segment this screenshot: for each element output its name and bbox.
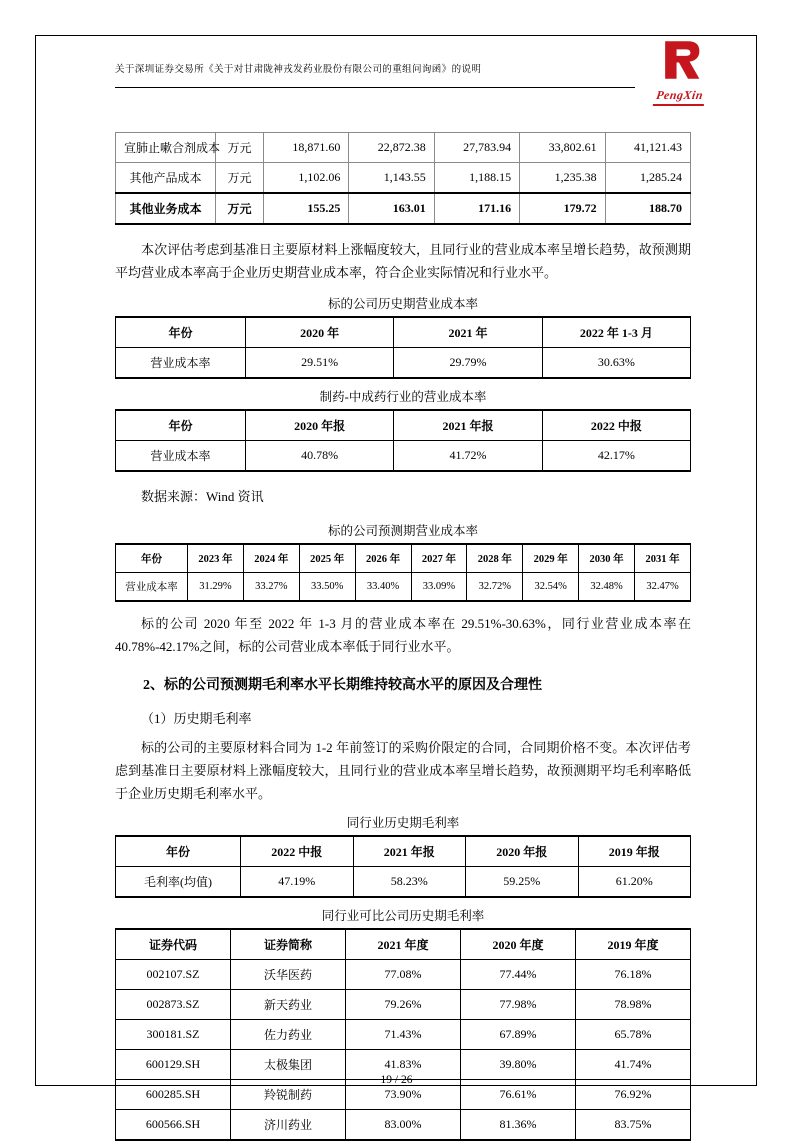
table-cell: 40.78% — [246, 441, 394, 472]
column-header: 2024 年 — [243, 544, 299, 573]
table-cell: 27,783.94 — [434, 133, 519, 163]
table-caption-comparable-margin: 同行业可比公司历史期毛利率 — [321, 909, 485, 923]
column-header: 年份 — [116, 544, 188, 573]
table-cell: 58.23% — [353, 867, 466, 898]
table-row — [116, 573, 691, 602]
table-cell: 1,285.24 — [605, 163, 690, 194]
column-header: 2022 年 1-3 月 — [542, 317, 690, 348]
table-cell: 宣肺止嗽合剂成本 — [116, 133, 216, 163]
table-row — [116, 990, 691, 1020]
column-header: 2022 中报 — [241, 836, 354, 867]
table-cell: 18,871.60 — [264, 133, 349, 163]
table-cell: 33,802.61 — [520, 133, 605, 163]
table-cell: 22,872.38 — [349, 133, 434, 163]
industry-cost-rate-table — [115, 409, 691, 472]
table-cell: 188.70 — [605, 193, 690, 224]
header-title: 关于深圳证券交易所《关于对甘肃陇神戎发药业股份有限公司的重组问询函》的说明 — [115, 45, 635, 88]
column-header: 2031 年 — [635, 544, 691, 573]
table-cell: 万元 — [216, 163, 264, 194]
comparable-companies-margin-table — [115, 928, 691, 1141]
table-cell: 002873.SZ — [116, 990, 231, 1020]
table-cell: 万元 — [216, 133, 264, 163]
table-caption-industry-cost-rate: 制药-中成药行业的营业成本率 — [319, 390, 487, 404]
table-row — [116, 163, 691, 194]
table-cell: 79.26% — [346, 990, 461, 1020]
table-cell: 33.40% — [355, 573, 411, 602]
table-cell: 32.72% — [467, 573, 523, 602]
table-cell: 太极集团 — [231, 1050, 346, 1080]
table-cell: 佐力药业 — [231, 1020, 346, 1050]
table-cell: 600285.SH — [116, 1080, 231, 1110]
table-cell: 41.83% — [346, 1050, 461, 1080]
column-header: 2020 年 — [246, 317, 394, 348]
paragraph-cost-rate-explanation: 本次评估考虑到基准日主要原材料上涨幅度较大，且同行业的营业成本率呈增长趋势，故预测期平均营业成本率高于企业历史期营业成本率，符合企业实际情况和行业水平。 — [115, 242, 691, 280]
table-cell: 1,235.38 — [520, 163, 605, 194]
table-cell: 83.00% — [346, 1110, 461, 1141]
table-row — [116, 193, 691, 224]
column-header: 2020 年报 — [466, 836, 579, 867]
table-cell: 76.61% — [461, 1080, 576, 1110]
table-row — [116, 1020, 691, 1050]
table-row — [116, 960, 691, 990]
page-header — [115, 45, 704, 102]
table-cell: 77.98% — [461, 990, 576, 1020]
column-header: 2025 年 — [299, 544, 355, 573]
table-cell: 新天药业 — [231, 990, 346, 1020]
table-cell: 002107.SZ — [116, 960, 231, 990]
table-cell: 300181.SZ — [116, 1020, 231, 1050]
table-cell: 47.19% — [241, 867, 354, 898]
table-header-row — [116, 929, 691, 960]
table-row — [116, 1110, 691, 1141]
table-cell: 41.74% — [576, 1050, 691, 1080]
column-header: 2019 年度 — [576, 929, 691, 960]
section-heading-2: 2、标的公司预测期毛利率水平长期维持较高水平的原因及合理性 — [143, 678, 542, 693]
column-header: 2021 年度 — [346, 929, 461, 960]
table-row — [116, 133, 691, 163]
table-cell: 77.08% — [346, 960, 461, 990]
table-cell: 73.90% — [346, 1080, 461, 1110]
table-cell: 81.36% — [461, 1110, 576, 1141]
table-cell: 30.63% — [542, 348, 690, 379]
company-logo — [643, 39, 715, 106]
table-cell: 32.54% — [523, 573, 579, 602]
table-caption-industry-margin: 同行业历史期毛利率 — [346, 816, 460, 830]
page-number: 19 / 26 — [380, 1074, 413, 1086]
table-caption-historical-cost-rate: 标的公司历史期营业成本率 — [327, 297, 478, 311]
table-cell: 其他业务成本 — [116, 193, 216, 224]
table-cell: 83.75% — [576, 1110, 691, 1141]
column-header: 2026 年 — [355, 544, 411, 573]
forecast-cost-rate-table — [115, 543, 691, 602]
table-cell: 600566.SH — [116, 1110, 231, 1141]
table-row — [116, 348, 691, 379]
table-cell: 33.09% — [411, 573, 467, 602]
table-cell: 1,188.15 — [434, 163, 519, 194]
table-cell: 179.72 — [520, 193, 605, 224]
table-cell: 1,102.06 — [264, 163, 349, 194]
table-header-row — [116, 317, 691, 348]
column-header: 2020 年度 — [461, 929, 576, 960]
column-header: 2019 年报 — [578, 836, 691, 867]
table-cell: 600129.SH — [116, 1050, 231, 1080]
table-cell: 41.72% — [394, 441, 542, 472]
table-cell: 155.25 — [264, 193, 349, 224]
table-cell: 29.79% — [394, 348, 542, 379]
column-header: 年份 — [116, 410, 246, 441]
table-cell: 41,121.43 — [605, 133, 690, 163]
table-row — [116, 867, 691, 898]
table-cell: 济川药业 — [231, 1110, 346, 1141]
paragraph-cost-rate-comparison: 标的公司 2020 年至 2022 年 1-3 月的营业成本率在 29.51%-30.63%，同行业营业成本率在 40.78%-42.17%之间，标的公司营业成本率低于同行业水平。 — [115, 616, 691, 654]
table-caption-forecast-cost-rate: 标的公司预测期营业成本率 — [327, 524, 478, 538]
table-cell: 沃华医药 — [231, 960, 346, 990]
table-cell: 59.25% — [466, 867, 579, 898]
table-cell: 163.01 — [349, 193, 434, 224]
table-cell: 33.50% — [299, 573, 355, 602]
column-header: 证券简称 — [231, 929, 346, 960]
table-cell: 营业成本率 — [116, 441, 246, 472]
column-header: 2020 年报 — [246, 410, 394, 441]
table-cell: 32.48% — [579, 573, 635, 602]
table-cell: 毛利率(均值) — [116, 867, 241, 898]
company-logo-icon — [657, 39, 701, 81]
column-header: 2027 年 — [411, 544, 467, 573]
table-cell: 76.18% — [576, 960, 691, 990]
table-cell: 67.89% — [461, 1020, 576, 1050]
table-cell: 29.51% — [246, 348, 394, 379]
table-cell: 33.27% — [243, 573, 299, 602]
table-cell: 31.29% — [188, 573, 244, 602]
table-cell: 65.78% — [576, 1020, 691, 1050]
table-cell: 77.44% — [461, 960, 576, 990]
table-row — [116, 441, 691, 472]
table-cell: 1,143.55 — [349, 163, 434, 194]
table-header-row — [116, 544, 691, 573]
table-header-row — [116, 836, 691, 867]
table-cell: 万元 — [216, 193, 264, 224]
table-cell: 171.16 — [434, 193, 519, 224]
industry-margin-table — [115, 835, 691, 898]
cost-breakdown-table — [115, 132, 691, 225]
table-header-row — [116, 410, 691, 441]
column-header: 2022 中报 — [542, 410, 690, 441]
subsection-heading-1: （1）历史期毛利率 — [141, 711, 252, 726]
table-cell: 78.98% — [576, 990, 691, 1020]
data-source-note: 数据来源：Wind 资讯 — [141, 489, 264, 504]
column-header: 2030 年 — [579, 544, 635, 573]
table-cell: 71.43% — [346, 1020, 461, 1050]
table-cell: 42.17% — [542, 441, 690, 472]
table-cell: 61.20% — [578, 867, 691, 898]
column-header: 2028 年 — [467, 544, 523, 573]
page-content — [115, 45, 704, 1141]
table-cell: 营业成本率 — [116, 573, 188, 602]
historical-cost-rate-table — [115, 316, 691, 379]
table-cell: 39.80% — [461, 1050, 576, 1080]
company-logo-text: PengXin — [652, 88, 705, 106]
column-header: 2021 年报 — [394, 410, 542, 441]
table-cell: 羚锐制药 — [231, 1080, 346, 1110]
column-header: 年份 — [116, 317, 246, 348]
column-header: 证券代码 — [116, 929, 231, 960]
column-header: 2023 年 — [188, 544, 244, 573]
column-header: 年份 — [116, 836, 241, 867]
table-cell: 32.47% — [635, 573, 691, 602]
column-header: 2029 年 — [523, 544, 579, 573]
column-header: 2021 年 — [394, 317, 542, 348]
column-header: 2021 年报 — [353, 836, 466, 867]
table-cell: 其他产品成本 — [116, 163, 216, 194]
table-cell: 营业成本率 — [116, 348, 246, 379]
paragraph-margin-explanation: 标的公司的主要原材料合同为 1-2 年前签订的采购价限定的合同，合同期价格不变。本次评估考虑到基准日主要原材料上涨幅度较大，且同行业的营业成本率呈增长趋势，故预测期平均毛利率略低于企业历史期毛利率水平。 — [115, 740, 691, 801]
table-cell: 76.92% — [576, 1080, 691, 1110]
